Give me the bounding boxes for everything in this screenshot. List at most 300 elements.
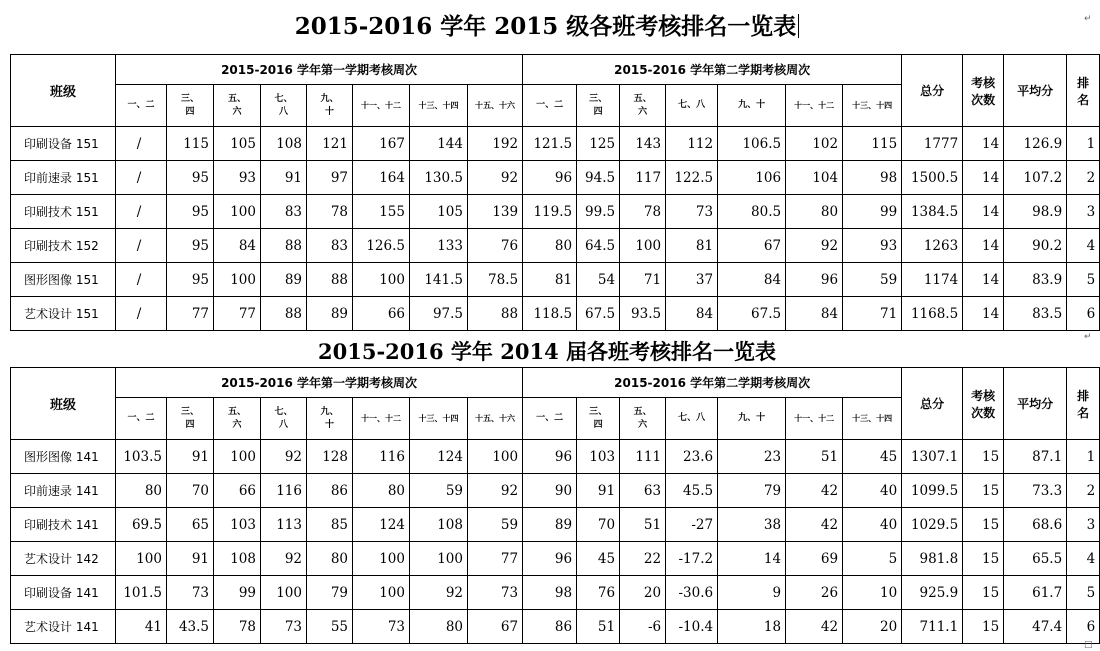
exam-count-cell: 14 [963, 127, 1004, 161]
sem1-score-cell: 100 [353, 576, 410, 610]
title-text: 2015-2016 学年 2014 届各班考核排名一览表 [318, 339, 776, 364]
sem1-score-cell: 100 [468, 440, 523, 474]
week-header [353, 398, 410, 440]
semester-2-header: 2015-2016 学年第二学期考核周次 [523, 368, 902, 398]
week-label: 十 [324, 419, 334, 430]
sem1-score-cell: 139 [468, 195, 523, 229]
sem1-score-cell: 105 [410, 195, 468, 229]
exam-count-cell: 15 [963, 576, 1004, 610]
sem1-score-cell: 126.5 [353, 229, 410, 263]
sem2-score-cell: 99 [843, 195, 902, 229]
total-cell: 1307.1 [902, 440, 963, 474]
class-column-header: 班级 [11, 368, 116, 440]
sem2-score-cell: 76 [577, 576, 620, 610]
week-header [666, 398, 718, 440]
sem1-score-cell: 86 [307, 474, 353, 508]
sem1-score-cell: 95 [167, 229, 214, 263]
table-row [11, 161, 1100, 195]
rank-column-header [1067, 368, 1100, 440]
average-cell: 47.4 [1004, 610, 1067, 644]
sem2-score-cell: 112 [666, 127, 718, 161]
sem1-score-cell: 83 [307, 229, 353, 263]
rank-cell: 1 [1067, 127, 1100, 161]
sem2-score-cell: 5 [843, 542, 902, 576]
total-cell: 1168.5 [902, 297, 963, 331]
sem2-score-cell: 40 [843, 508, 902, 542]
week-header [410, 398, 468, 440]
exam-count-cell: 14 [963, 229, 1004, 263]
sem1-score-cell: 66 [353, 297, 410, 331]
sem1-score-cell: 192 [468, 127, 523, 161]
paragraph-mark-icon: □ [1084, 640, 1093, 650]
ranking-table-2015 [10, 54, 1100, 331]
sem2-score-cell: 51 [577, 610, 620, 644]
sem1-score-cell: 78 [214, 610, 261, 644]
table-row [11, 576, 1100, 610]
sem2-score-cell: 100 [620, 229, 666, 263]
exam-count-cell: 14 [963, 161, 1004, 195]
class-name-cell: 印刷技术 151 [11, 195, 116, 229]
sem1-score-cell: 80 [353, 474, 410, 508]
header-row [11, 368, 1100, 398]
class-name-cell: 图形图像 151 [11, 263, 116, 297]
sem1-score-cell: 155 [353, 195, 410, 229]
sem2-score-cell: 42 [786, 610, 843, 644]
week-header [786, 398, 843, 440]
table-row [11, 508, 1100, 542]
sem1-score-cell: / [116, 127, 167, 161]
rank-cell: 4 [1067, 542, 1100, 576]
header-line: 排 [1077, 75, 1090, 90]
week-label: 五、 [633, 406, 652, 417]
sem1-score-cell: 77 [468, 542, 523, 576]
week-label: 十三、十四 [418, 414, 459, 423]
sem2-score-cell: 106.5 [718, 127, 786, 161]
sem1-score-cell: 97.5 [410, 297, 468, 331]
sem2-score-cell: 121.5 [523, 127, 577, 161]
average-column-header: 平均分 [1004, 55, 1067, 127]
total-cell: 1099.5 [902, 474, 963, 508]
week-header [353, 85, 410, 127]
week-label: 十五、十六 [475, 101, 516, 110]
week-header [167, 398, 214, 440]
sem2-score-cell: 118.5 [523, 297, 577, 331]
sem1-score-cell: 124 [353, 508, 410, 542]
week-label: 九、十 [738, 100, 766, 110]
table-row [11, 229, 1100, 263]
sem1-score-cell: 113 [261, 508, 307, 542]
week-header [620, 398, 666, 440]
week-header [786, 85, 843, 127]
rank-cell: 1 [1067, 440, 1100, 474]
week-label: 三、 [589, 406, 608, 417]
week-label: 十 [324, 106, 334, 117]
sem2-score-cell: 26 [786, 576, 843, 610]
sem1-score-cell: 116 [353, 440, 410, 474]
average-column-header: 平均分 [1004, 368, 1067, 440]
rank-cell: 3 [1067, 508, 1100, 542]
sem1-score-cell: 41 [116, 610, 167, 644]
sem2-score-cell: -10.4 [666, 610, 718, 644]
week-label: 七、 [274, 93, 293, 104]
ranking-table-2014 [10, 367, 1100, 644]
exam-count-cell: 15 [963, 440, 1004, 474]
sem1-score-cell: / [116, 229, 167, 263]
total-cell: 711.1 [902, 610, 963, 644]
average-cell: 126.9 [1004, 127, 1067, 161]
average-cell: 65.5 [1004, 542, 1067, 576]
sem1-score-cell: 92 [261, 542, 307, 576]
class-name-cell: 印刷技术 152 [11, 229, 116, 263]
sem2-score-cell: 98 [523, 576, 577, 610]
week-label: 十一、十二 [794, 414, 835, 423]
week-header [116, 398, 167, 440]
exam-count-column-header [963, 55, 1004, 127]
sem2-score-cell: 92 [786, 229, 843, 263]
sem2-score-cell: -6 [620, 610, 666, 644]
sem2-score-cell: 63 [620, 474, 666, 508]
class-name-cell: 图形图像 141 [11, 440, 116, 474]
sem1-score-cell: 73 [468, 576, 523, 610]
week-header [214, 398, 261, 440]
average-cell: 73.3 [1004, 474, 1067, 508]
sem1-score-cell: 77 [167, 297, 214, 331]
sem1-score-cell: 85 [307, 508, 353, 542]
sem1-score-cell: 100 [410, 542, 468, 576]
week-label: 五、 [227, 406, 246, 417]
sem2-score-cell: 86 [523, 610, 577, 644]
sem1-score-cell: 78.5 [468, 263, 523, 297]
sem1-score-cell: 92 [468, 161, 523, 195]
sem1-score-cell: 103 [214, 508, 261, 542]
exam-count-column-header [963, 368, 1004, 440]
sem1-score-cell: 97 [307, 161, 353, 195]
sem1-score-cell: 103.5 [116, 440, 167, 474]
sem2-score-cell: 9 [718, 576, 786, 610]
sem1-score-cell: 121 [307, 127, 353, 161]
title-text: 2015-2016 学年 2015 级各班考核排名一览表 [294, 13, 797, 40]
sem1-score-cell: 69.5 [116, 508, 167, 542]
sem2-score-cell: 22 [620, 542, 666, 576]
week-label: 六 [232, 106, 242, 117]
week-label: 六 [638, 106, 648, 117]
sem1-score-cell: 130.5 [410, 161, 468, 195]
sem2-score-cell: 90 [523, 474, 577, 508]
week-label: 一、二 [536, 100, 564, 110]
sem2-score-cell: 20 [843, 610, 902, 644]
sem1-score-cell: 141.5 [410, 263, 468, 297]
page-title-2014 [0, 336, 1094, 366]
sem1-score-cell: 80 [116, 474, 167, 508]
table-row [11, 542, 1100, 576]
class-name-cell: 印刷设备 141 [11, 576, 116, 610]
sem2-score-cell: 106 [718, 161, 786, 195]
sem2-score-cell: 38 [718, 508, 786, 542]
week-label: 十一、十二 [361, 414, 401, 423]
sem2-score-cell: -17.2 [666, 542, 718, 576]
sem2-score-cell: 98 [843, 161, 902, 195]
week-header [468, 85, 523, 127]
sem2-score-cell: 99.5 [577, 195, 620, 229]
sem1-score-cell: 88 [261, 297, 307, 331]
total-cell: 1263 [902, 229, 963, 263]
rank-cell: 6 [1067, 610, 1100, 644]
sem2-score-cell: 111 [620, 440, 666, 474]
semester-1-header: 2015-2016 学年第一学期考核周次 [116, 368, 523, 398]
class-name-cell: 印刷设备 151 [11, 127, 116, 161]
average-cell: 87.1 [1004, 440, 1067, 474]
header-line: 考核 [971, 388, 996, 403]
sem1-score-cell: 100 [214, 195, 261, 229]
sem1-score-cell: 124 [410, 440, 468, 474]
sem2-score-cell: 71 [843, 297, 902, 331]
sem1-score-cell: 116 [261, 474, 307, 508]
total-cell: 925.9 [902, 576, 963, 610]
week-label: 三、 [180, 406, 199, 417]
week-label: 九、 [320, 93, 339, 104]
sem2-score-cell: -30.6 [666, 576, 718, 610]
sem2-score-cell: 91 [577, 474, 620, 508]
sem1-score-cell: 108 [261, 127, 307, 161]
week-header [620, 85, 666, 127]
sem1-score-cell: 89 [261, 263, 307, 297]
week-label: 六 [638, 419, 648, 430]
class-name-cell: 印前速录 151 [11, 161, 116, 195]
week-label: 十一、十二 [361, 101, 401, 110]
sem2-score-cell: 81 [666, 229, 718, 263]
sem2-score-cell: 80 [523, 229, 577, 263]
sem1-score-cell: 128 [307, 440, 353, 474]
class-name-cell: 艺术设计 151 [11, 297, 116, 331]
sem2-score-cell: 42 [786, 474, 843, 508]
total-cell: 1777 [902, 127, 963, 161]
week-header [468, 398, 523, 440]
week-header [843, 398, 902, 440]
rank-cell: 5 [1067, 576, 1100, 610]
sem1-score-cell: 43.5 [167, 610, 214, 644]
sem1-score-cell: 76 [468, 229, 523, 263]
sem1-score-cell: 99 [214, 576, 261, 610]
table-row [11, 263, 1100, 297]
week-label: 八 [278, 106, 288, 117]
exam-count-cell: 14 [963, 195, 1004, 229]
sem2-score-cell: 67.5 [577, 297, 620, 331]
sem1-score-cell: 70 [167, 474, 214, 508]
week-header [116, 85, 167, 127]
sem1-score-cell: 55 [307, 610, 353, 644]
week-label: 三、 [180, 93, 199, 104]
week-label: 七、八 [678, 413, 706, 423]
sem2-score-cell: 125 [577, 127, 620, 161]
sem2-score-cell: 67.5 [718, 297, 786, 331]
semester-1-header: 2015-2016 学年第一学期考核周次 [116, 55, 523, 85]
sem1-score-cell: 80 [410, 610, 468, 644]
header-line: 次数 [971, 92, 996, 107]
week-label: 十三、十四 [418, 101, 459, 110]
sem1-score-cell: 80 [307, 542, 353, 576]
sem1-score-cell: 91 [167, 542, 214, 576]
week-header [307, 85, 353, 127]
total-cell: 1500.5 [902, 161, 963, 195]
rank-cell: 4 [1067, 229, 1100, 263]
table-row [11, 440, 1100, 474]
sem1-score-cell: 95 [167, 161, 214, 195]
week-header [523, 85, 577, 127]
sem2-score-cell: 115 [843, 127, 902, 161]
sem2-score-cell: 14 [718, 542, 786, 576]
exam-count-cell: 15 [963, 474, 1004, 508]
week-header [718, 85, 786, 127]
table-row [11, 297, 1100, 331]
sem2-score-cell: 67 [718, 229, 786, 263]
week-label: 一、二 [127, 100, 155, 110]
header-line: 考核 [971, 75, 996, 90]
week-label: 三、 [589, 93, 608, 104]
average-cell: 83.9 [1004, 263, 1067, 297]
sem1-score-cell: 92 [410, 576, 468, 610]
rank-cell: 3 [1067, 195, 1100, 229]
sem2-score-cell: 59 [843, 263, 902, 297]
sem2-score-cell: 117 [620, 161, 666, 195]
week-label: 九、 [320, 406, 339, 417]
exam-count-cell: 15 [963, 542, 1004, 576]
week-label: 九、十 [738, 413, 766, 423]
rank-cell: 2 [1067, 161, 1100, 195]
week-label: 十三、十四 [852, 101, 893, 110]
class-name-cell: 印前速录 141 [11, 474, 116, 508]
sem2-score-cell: 84 [666, 297, 718, 331]
sem2-score-cell: 93 [843, 229, 902, 263]
header-line: 名 [1077, 92, 1090, 107]
sem2-score-cell: 45 [843, 440, 902, 474]
week-header [523, 398, 577, 440]
week-header [577, 398, 620, 440]
week-label: 五、 [633, 93, 652, 104]
sem2-score-cell: 80 [786, 195, 843, 229]
sem2-score-cell: 103 [577, 440, 620, 474]
sem1-score-cell: 66 [214, 474, 261, 508]
class-column-header: 班级 [11, 55, 116, 127]
class-name-cell: 印刷技术 141 [11, 508, 116, 542]
week-header [843, 85, 902, 127]
week-label: 四 [185, 419, 195, 430]
week-label: 七、 [274, 406, 293, 417]
sem1-score-cell: 93 [214, 161, 261, 195]
sem1-score-cell: 95 [167, 263, 214, 297]
sem2-score-cell: 143 [620, 127, 666, 161]
sem2-score-cell: 23 [718, 440, 786, 474]
sem1-score-cell: 92 [261, 440, 307, 474]
week-label: 八 [278, 419, 288, 430]
sem1-score-cell: 73 [261, 610, 307, 644]
week-header [214, 85, 261, 127]
sem2-score-cell: 20 [620, 576, 666, 610]
exam-count-cell: 15 [963, 610, 1004, 644]
sem1-score-cell: 91 [167, 440, 214, 474]
table-row [11, 610, 1100, 644]
sem1-score-cell: 88 [468, 297, 523, 331]
table-row [11, 127, 1100, 161]
sem1-score-cell: 83 [261, 195, 307, 229]
sem1-score-cell: 164 [353, 161, 410, 195]
sem2-score-cell: 119.5 [523, 195, 577, 229]
sem1-score-cell: 100 [353, 542, 410, 576]
sem1-score-cell: 88 [307, 263, 353, 297]
sem1-score-cell: 91 [261, 161, 307, 195]
sem2-score-cell: 96 [523, 542, 577, 576]
week-header [666, 85, 718, 127]
sem1-score-cell: 84 [214, 229, 261, 263]
sem1-score-cell: 100 [353, 263, 410, 297]
table-row [11, 474, 1100, 508]
sem2-score-cell: 73 [666, 195, 718, 229]
sem2-score-cell: 70 [577, 508, 620, 542]
week-header [718, 398, 786, 440]
sem1-score-cell: / [116, 263, 167, 297]
total-cell: 1384.5 [902, 195, 963, 229]
week-header [577, 85, 620, 127]
total-cell: 1029.5 [902, 508, 963, 542]
sem2-score-cell: 51 [620, 508, 666, 542]
exam-count-cell: 14 [963, 263, 1004, 297]
sem2-score-cell: 94.5 [577, 161, 620, 195]
sem1-score-cell: 95 [167, 195, 214, 229]
sem2-score-cell: 93.5 [620, 297, 666, 331]
week-label: 五、 [227, 93, 246, 104]
exam-count-cell: 14 [963, 297, 1004, 331]
sem2-score-cell: 23.6 [666, 440, 718, 474]
sem1-score-cell: 108 [214, 542, 261, 576]
sem2-score-cell: 89 [523, 508, 577, 542]
week-header [410, 85, 468, 127]
sem1-score-cell: 144 [410, 127, 468, 161]
sem2-score-cell: 45 [577, 542, 620, 576]
sem2-score-cell: 84 [786, 297, 843, 331]
sem2-score-cell: 42 [786, 508, 843, 542]
sem2-score-cell: 102 [786, 127, 843, 161]
week-label: 四 [593, 419, 603, 430]
average-cell: 98.9 [1004, 195, 1067, 229]
sem2-score-cell: 96 [523, 161, 577, 195]
rank-cell: 2 [1067, 474, 1100, 508]
sem1-score-cell: 88 [261, 229, 307, 263]
sem1-score-cell: 100 [214, 440, 261, 474]
sem2-score-cell: 96 [523, 440, 577, 474]
sem2-score-cell: 84 [718, 263, 786, 297]
class-name-cell: 艺术设计 141 [11, 610, 116, 644]
sem1-score-cell: 78 [307, 195, 353, 229]
sem2-score-cell: 104 [786, 161, 843, 195]
average-cell: 107.2 [1004, 161, 1067, 195]
total-column-header: 总分 [902, 55, 963, 127]
sem2-score-cell: 122.5 [666, 161, 718, 195]
sem1-score-cell: 133 [410, 229, 468, 263]
week-label: 四 [593, 106, 603, 117]
week-header [261, 398, 307, 440]
sem2-score-cell: 40 [843, 474, 902, 508]
sem2-score-cell: 10 [843, 576, 902, 610]
sem2-score-cell: 64.5 [577, 229, 620, 263]
sem1-score-cell: 65 [167, 508, 214, 542]
sem1-score-cell: 100 [214, 263, 261, 297]
sem2-score-cell: 54 [577, 263, 620, 297]
week-header [307, 398, 353, 440]
total-cell: 981.8 [902, 542, 963, 576]
sem1-score-cell: 101.5 [116, 576, 167, 610]
sem1-score-cell: 73 [353, 610, 410, 644]
week-label: 六 [232, 419, 242, 430]
rank-cell: 6 [1067, 297, 1100, 331]
